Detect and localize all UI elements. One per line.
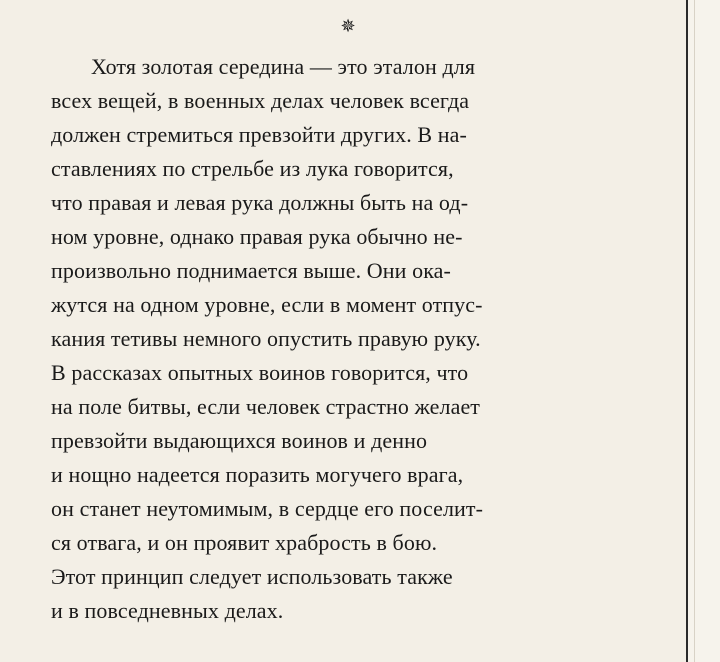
page-edge-border: [686, 0, 720, 662]
text-line: жутся на одном уровне, если в момент отпус-: [51, 292, 483, 317]
text-line: ставлениях по стрельбе из лука говорится,: [51, 156, 454, 181]
text-line: всех вещей, в военных делах человек всегда: [51, 88, 470, 113]
text-line: должен стремиться превзойти других. В на-: [51, 122, 467, 147]
text-line: что правая и левая рука должны быть на од-: [51, 190, 469, 215]
ornament-star-icon: ✵: [340, 16, 356, 36]
text-line: В рассказах опытных воинов говорится, что: [51, 360, 469, 385]
text-line: кания тетивы немного опустить правую руку.: [51, 326, 481, 351]
text-line: и в повседневных делах.: [51, 598, 284, 623]
text-line: на поле битвы, если человек страстно желает: [51, 394, 481, 419]
text-line: Этот принцип следует использовать также: [51, 564, 453, 589]
text-line: и нощно надеется поразить могучего врага,: [51, 462, 464, 487]
text-line: он станет неутомимым, в сердце его поселит-: [51, 496, 484, 521]
text-line: превзойти выдающихся воинов и денно: [51, 428, 428, 453]
text-line: ном уровне, однако правая рука обычно не-: [51, 224, 463, 249]
text-line: произвольно поднимается выше. Они ока-: [51, 258, 451, 283]
text-line: ся отвага, и он проявит храбрость в бою.: [51, 530, 438, 555]
text-line: Хотя золотая середина — это эталон для: [91, 54, 476, 79]
